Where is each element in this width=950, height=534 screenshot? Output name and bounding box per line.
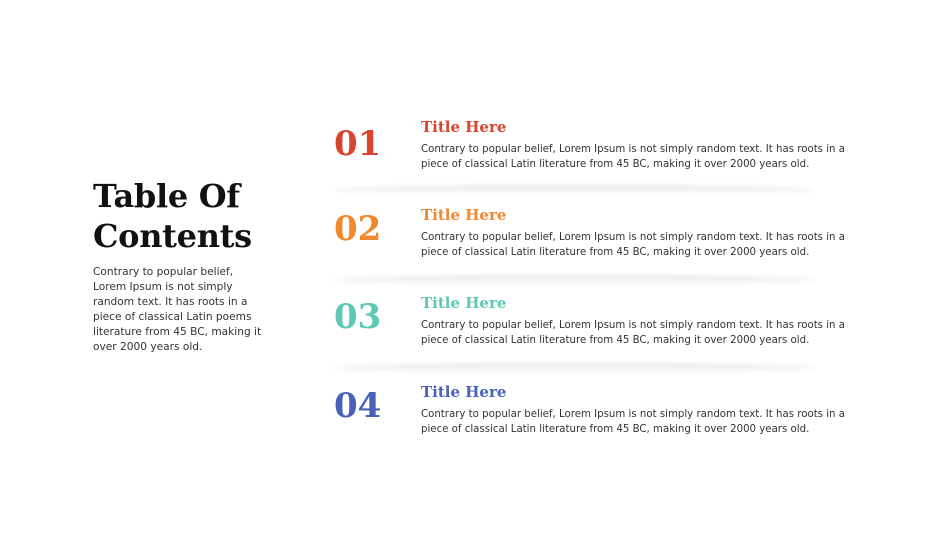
toc-item-description: Contrary to popular belief, Lorem Ipsum is not simply random text. It has roots in a piece of classical Latin literature from 45 BC, making it over 2000 years old. xyxy=(421,144,845,170)
toc-item-3 xyxy=(330,294,860,374)
toc-item-description: Contrary to popular belief, Lorem Ipsum is not simply random text. It has roots in a piece of classical Latin literature from 45 BC, making it over 2000 years old. xyxy=(421,232,845,258)
toc-item-number: 02 xyxy=(334,209,382,249)
toc-item-number: 01 xyxy=(334,124,382,164)
intro-description: Contrary to popular belief, Lorem Ipsum is not simply random text. It has roots in a piece of classical Latin poems literature from 45 BC, making it over 2000 years old. xyxy=(93,266,262,353)
divider-shadow xyxy=(335,275,815,285)
toc-item-title: Title Here xyxy=(421,118,507,136)
toc-item-description: Contrary to popular belief, Lorem Ipsum is not simply random text. It has roots in a piece of classical Latin literature from 45 BC, making it over 2000 years old. xyxy=(421,409,845,435)
toc-item-title: Title Here xyxy=(421,383,507,401)
page-title-line-1: Table Of xyxy=(93,177,240,215)
toc-item-description: Contrary to popular belief, Lorem Ipsum is not simply random text. It has roots in a piece of classical Latin literature from 45 BC, making it over 2000 years old. xyxy=(421,320,845,346)
toc-item-2 xyxy=(330,206,860,286)
page-title xyxy=(93,176,313,256)
divider-shadow xyxy=(335,363,815,373)
toc-item-4 xyxy=(330,383,860,463)
toc-item-number: 04 xyxy=(334,386,382,426)
page-title-line-2: Contents xyxy=(93,217,252,255)
toc-item-number: 03 xyxy=(334,297,382,337)
toc-item-title: Title Here xyxy=(421,294,507,312)
divider-shadow xyxy=(335,185,815,195)
toc-item-title: Title Here xyxy=(421,206,507,224)
